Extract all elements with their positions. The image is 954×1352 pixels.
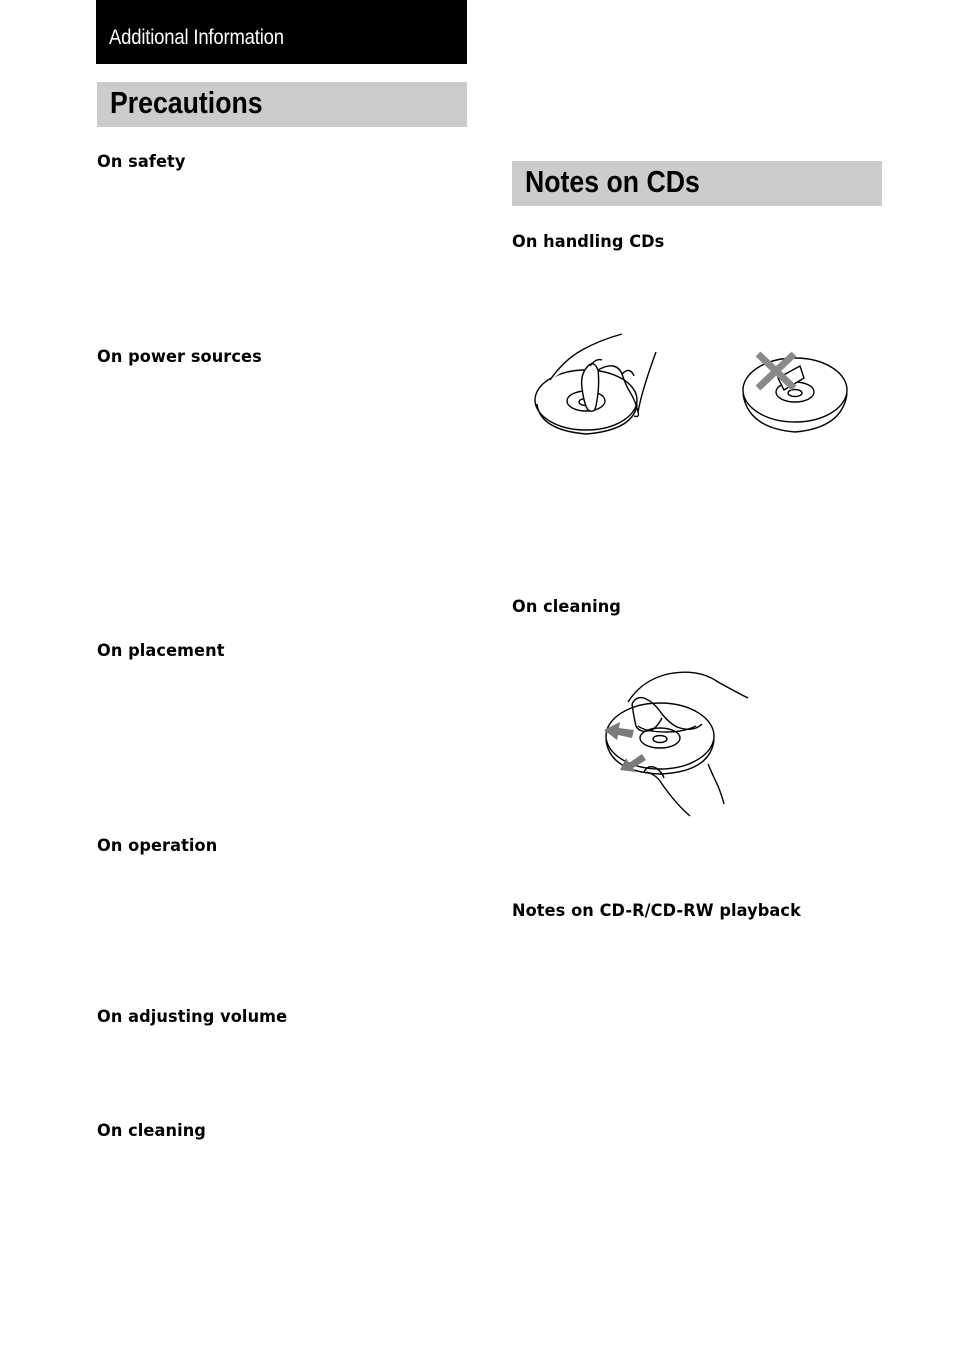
heading-on-adjusting-volume: On adjusting volume — [97, 1007, 288, 1027]
precautions-title: Precautions — [97, 82, 467, 127]
heading-on-cleaning-left: On cleaning — [97, 1121, 206, 1141]
heading-on-operation: On operation — [97, 836, 218, 856]
section-tab-label: Additional Information — [109, 26, 284, 49]
section-tab — [96, 0, 467, 64]
heading-on-placement: On placement — [97, 641, 225, 661]
heading-on-handling-cds: On handling CDs — [512, 232, 665, 252]
cd-cleaning-illustration — [598, 668, 758, 820]
heading-on-safety: On safety — [97, 152, 186, 172]
notes-on-cds-title: Notes on CDs — [512, 161, 882, 206]
heading-on-power-sources: On power sources — [97, 347, 262, 367]
cd-hold-incorrect-illustration — [738, 348, 853, 438]
cd-hold-correct-illustration — [530, 330, 670, 440]
heading-cd-r-rw-playback: Notes on CD-R/CD-RW playback — [512, 901, 801, 921]
heading-on-cleaning-right: On cleaning — [512, 597, 621, 617]
